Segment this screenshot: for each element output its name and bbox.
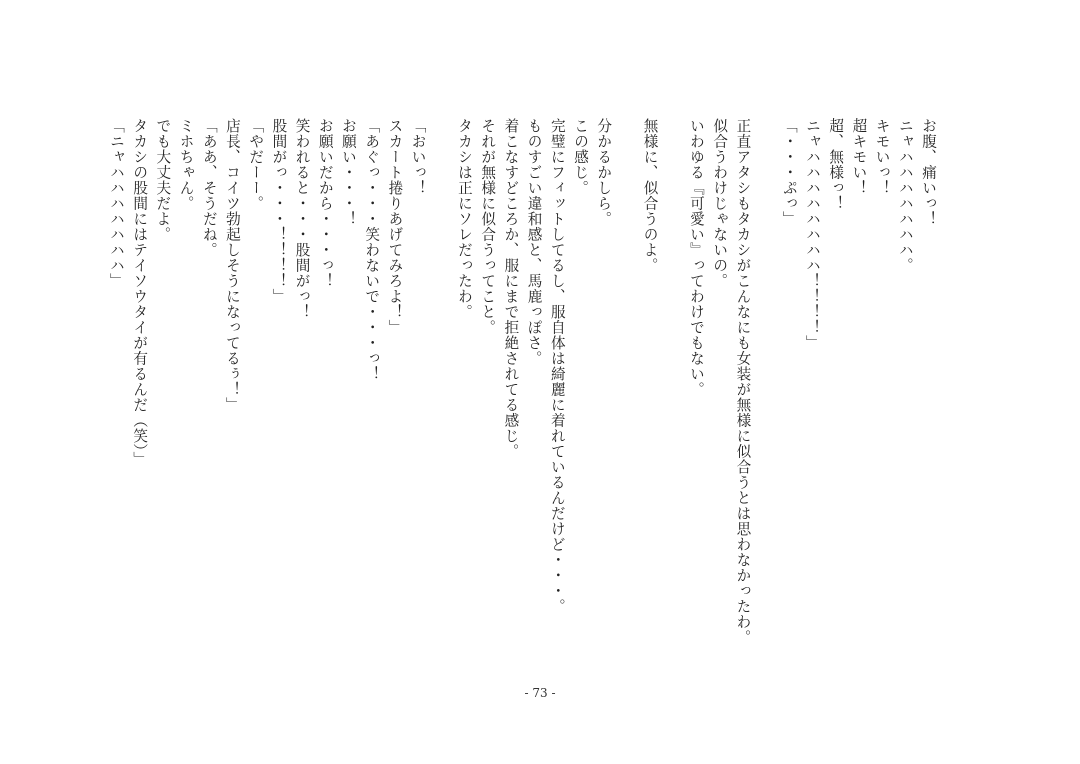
blank-line <box>662 118 685 678</box>
text-line: 店長、コイツ勃起しそうになってるぅ！」 <box>223 118 241 413</box>
text-line: 笑われると・・・股間がっ！ <box>293 118 311 320</box>
blank-line <box>615 118 638 678</box>
text-line: 「ニャハハハハハハハ」 <box>107 118 125 289</box>
text-line: ニャハハハハハハハハ！！！！」 <box>803 118 821 351</box>
text-line: 「・・・ぷっ」 <box>780 118 798 227</box>
text-line: スカート捲りあげてみろよ！」 <box>386 118 404 335</box>
text-line: 似合うわけじゃないの。 <box>711 118 729 289</box>
text-line: ものすごい違和感と、馬鹿っぽさ。 <box>525 118 543 366</box>
text-line: 「ああ、そうだね。 <box>200 118 218 258</box>
text-line: キモいっ！ <box>873 118 891 196</box>
text-line: 無様に、似合うのよ。 <box>641 118 659 273</box>
text-line: いわゆる『可愛い』ってわけでもない。 <box>687 118 705 397</box>
text-line: 完璧にフィットしてるし、服自体は綺麗に着れているんだけど・・・。 <box>548 118 566 614</box>
text-line: お願いだから・・・っ！ <box>316 118 334 289</box>
page-number: - 73 - <box>524 686 556 700</box>
text-line: 「あぐっ・・・笑わないで・・・っ！ <box>363 118 381 382</box>
text-line: この感じ。 <box>572 118 589 196</box>
text-line: 股間がっ・・・！！！！」 <box>270 118 288 304</box>
text-line: お腹、痛いっ！ <box>920 118 937 227</box>
blank-line <box>754 118 777 678</box>
text-line: 超、無様っ！ <box>827 118 845 211</box>
text-line: ニャハハハハハハハ。 <box>896 118 914 273</box>
text-line: 分かるかしら。 <box>595 118 613 227</box>
text-line: ミホちゃん。 <box>177 118 195 211</box>
text-line: タカシは正にソレだったわ。 <box>455 118 473 320</box>
blank-line <box>430 118 453 678</box>
text-line: それが無様に似合うってこと。 <box>479 118 497 335</box>
text-line: タカシの股間にはテイソウタイが有るんだ（笑）」 <box>131 118 149 468</box>
text-line: 正直アタシもタカシがこんなにも女装が無様に似合うとは思わなかったわ。 <box>734 118 752 645</box>
text-line: でも大丈夫だよ。 <box>154 118 172 242</box>
text-line: お願い・・・！ <box>339 118 357 227</box>
text-line: 超キモい！ <box>850 118 868 196</box>
text-line: 「おいっ！ <box>409 118 427 196</box>
text-line: 「やだーー。 <box>247 118 265 211</box>
text-line: 着こなすどころか、服にまで拒絶されてる感じ。 <box>502 118 520 459</box>
vertical-text-block <box>105 118 940 678</box>
